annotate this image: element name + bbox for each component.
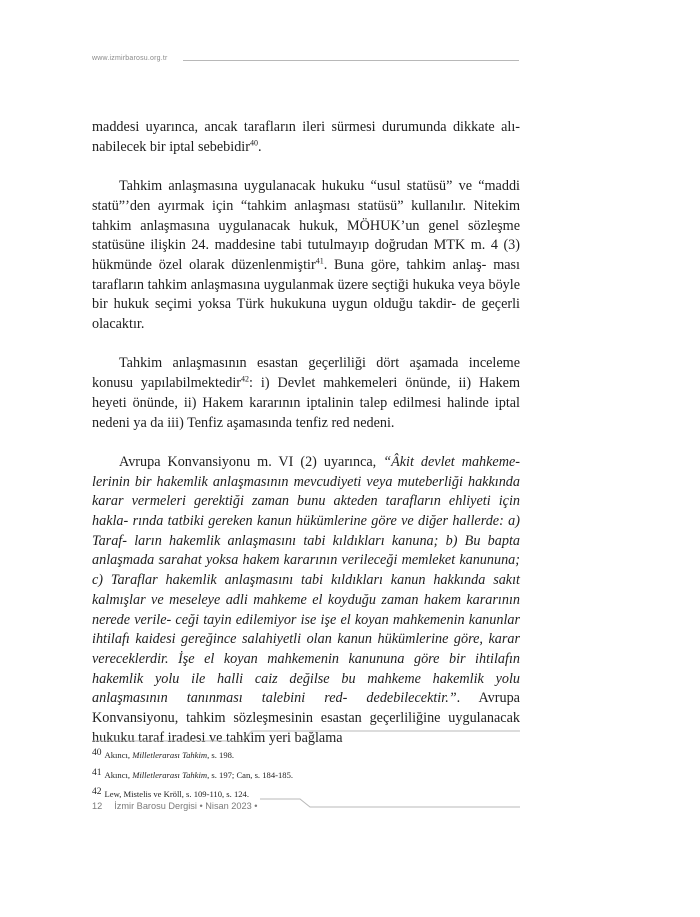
paragraph (92, 177, 520, 335)
text-run: Lew, Mistelis ve Kröll, s. 109-110, s. 124. (104, 789, 249, 799)
text-run: Akıncı, (104, 750, 133, 760)
footnote (92, 765, 520, 785)
footnotes (92, 745, 520, 804)
text-run: Tahkim anlaşmasının esastan geçerliliği dört aşamada inceleme konusu yapılabilmektedir (92, 355, 520, 392)
italic-text: “Âkit devlet mahkeme- lerinin bir hakemlik anlaşmasının mevcudiyeti veya muteberliği hakkında karar vermeleri gerektiği zaman bunu akteden tarafların ehliyeti için hakla- rında tatbiki gereken kanun hükümlerine göre ve diğer hallerde: a) Taraf- ların hakemlik anlaşmasını tabi kıldıkları kanuna; b) Bu bapta anlaşmada sarahat yoksa hakem kararının verileceği memleket kanununa; c) Taraflar hakemlik anlaşmasını tabi kıldıkları kanun hakkında sakıt kalmışlar ve meseleye adli mahkeme el koyduğu zaman hakem kararının nerede verile- ceği tayin edilemiyor ise işe el koyan mahkemenin kanunlar ihtilafı kaidesi gereğince salahiyetli olan kanun hükümlerine göre, karar vereceklerdir. İşe el koyan mahkemenin kanununa göre bir ihtilafın hakemlik yolu ile halli caiz değilse bu mahkeme hakemlik yolu anlaşmasının tanınması talebini red- dedebilecektir.” (92, 453, 520, 707)
header-url: www.izmirbarosu.org.tr (92, 55, 168, 62)
paragraph (92, 453, 520, 749)
italic-text: Milletlerarası Tahkim (132, 769, 208, 780)
text-run: . Buna göre, tahkim anlaş- ması tarafların tahkim anlaşmasına uygulanmak üzere seçtiği hukuka veya böyle bir hukuk seçimi yoksa Türk hukukuna uygun olduğu takdir- de geçerli olacaktır. (92, 256, 520, 333)
footnote-number: 40 (92, 748, 102, 758)
paragraph (92, 354, 520, 433)
footnote-ref: 40 (249, 137, 258, 147)
paragraph (92, 118, 520, 157)
text-run: . Avrupa Konvansiyonu, tahkim sözleşmesinin esastan geçerliliğine uygulanacak hukuku taraf iradesi ve tahkim yeri bağlama (92, 690, 520, 746)
footnote-separator (92, 729, 522, 743)
text-run: Tahkim anlaşmasına uygulanacak hukuku “usul statüsü” ve “maddi statü”’den ayırmak için “tahkim anlaşması statüsü” kullanılır. Nitekim tahkim anlaşmasına uygulanacak hukuk, MÖHUK’un genel sözleşme statüsüne ilişkin 24. maddesine tabi tutulmayıp doğrudan MTK m. 4 (3) hükmünde özel olarak düzenlenmiştir (92, 178, 520, 273)
footnote (92, 745, 520, 765)
journal-name: İzmir Barosu Dergisi • Nisan 2023 • (114, 801, 258, 811)
italic-text: Milletlerarası Tahkim (132, 750, 208, 760)
footer-rule (260, 797, 522, 811)
text-run: : i) Devlet mahkemeleri önünde, ii) Hakem heyeti önünde, ii) Hakem kararının iptalinin talep edilmesi halinde iptal nedeni ya da iii) Tenfiz aşamasında tenfiz red nedeni. (92, 375, 520, 431)
footnote-number: 41 (92, 767, 102, 778)
header-rule (183, 60, 519, 61)
text-run: Akıncı, (104, 769, 133, 780)
text-run: , s. 198. (207, 750, 235, 760)
page-number: 12 (92, 801, 103, 811)
text-run: . (257, 138, 262, 155)
footnote-ref: 41 (315, 256, 324, 266)
text-run: , s. 197; Can, s. 184-185. (207, 769, 294, 780)
body-text (92, 118, 520, 748)
text-run: maddesi uyarınca, ancak tarafların ileri sürmesi durumunda dikkate alı- nabilecek bir iptal sebebidir (92, 119, 520, 155)
text-run: Avrupa Konvansiyonu m. VI (2) uyarınca, (119, 453, 384, 470)
footnote-number: 42 (92, 787, 102, 797)
footer (92, 801, 258, 811)
footnote-ref: 42 (241, 374, 249, 384)
